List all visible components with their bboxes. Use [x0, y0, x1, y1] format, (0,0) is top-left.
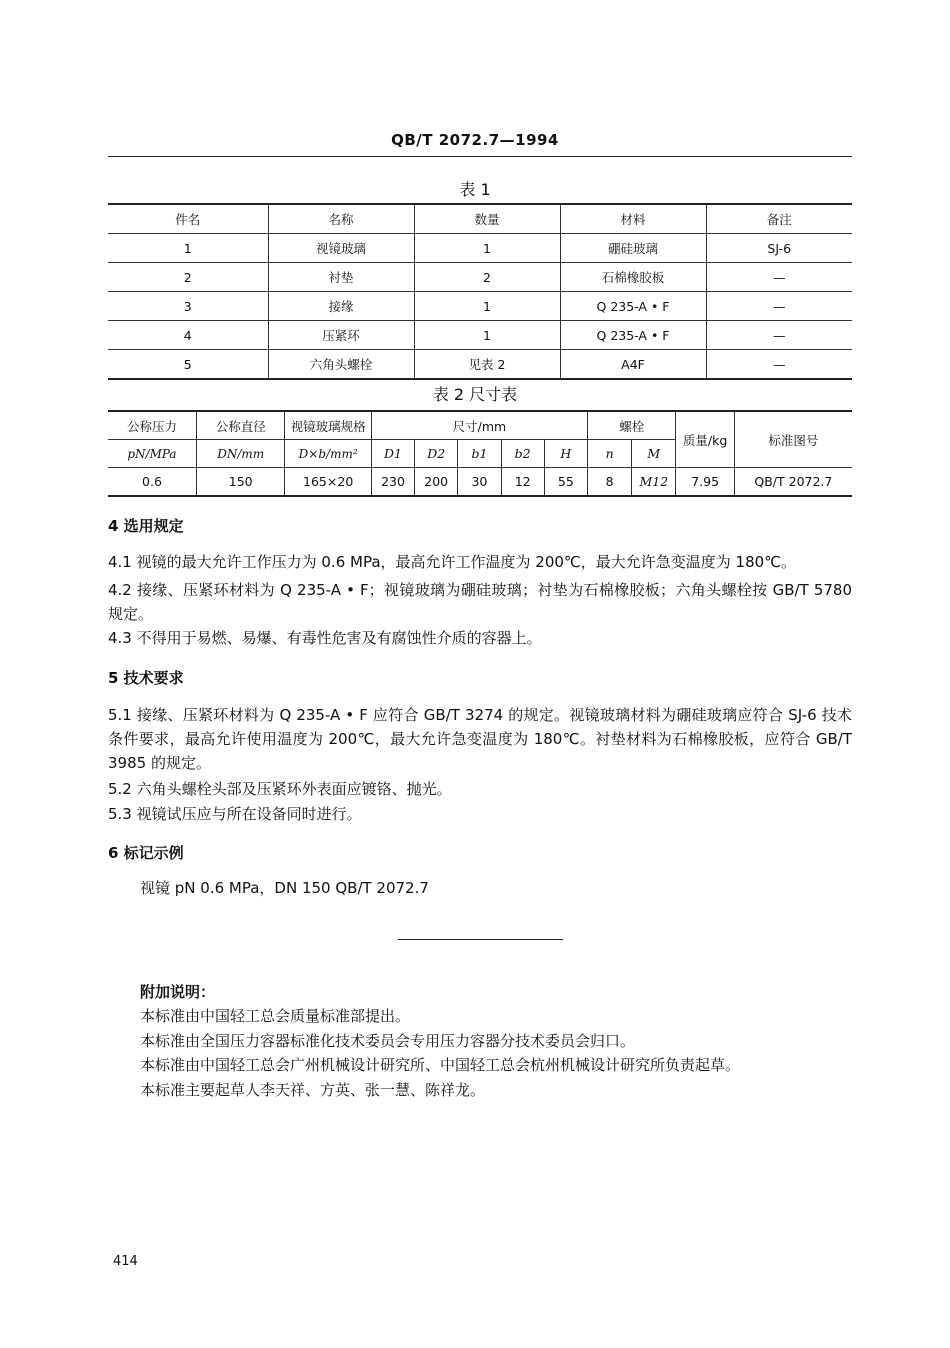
clause-5-2: 5.2 六角头螺栓头部及压紧环外表面应镀铬、抛光。	[108, 780, 452, 798]
table-cell: 硼硅玻璃	[560, 234, 706, 263]
table-row	[108, 263, 852, 292]
section-4-title: 4 选用规定	[108, 517, 184, 535]
clause-4-1: 4.1 视镜的最大允许工作压力为 0.6 MPa，最高允许工作温度为 200℃，最大允许急变温度为 180℃。	[108, 553, 797, 571]
table-cell: 5	[108, 350, 268, 380]
column-header: 数量	[414, 204, 560, 234]
table-cell: —	[706, 321, 852, 350]
table-cell: 12	[501, 468, 544, 497]
table-cell: 石棉橡胶板	[560, 263, 706, 292]
table-row	[108, 234, 852, 263]
table-cell: 1	[108, 234, 268, 263]
section-5-title: 5 技术要求	[108, 669, 184, 687]
section-6-title: 6 标记示例	[108, 844, 184, 862]
clause-5-3: 5.3 视镜试压应与所在设备同时进行。	[108, 805, 362, 823]
unit-cell: D×b/mm²	[285, 440, 371, 468]
bolt-header: 螺栓	[587, 411, 675, 440]
table-cell: SJ-6	[706, 234, 852, 263]
table-cell: —	[706, 350, 852, 380]
dimensions-header: 尺寸/mm	[371, 411, 587, 440]
clause-4-3: 4.3 不得用于易燃、易爆、有毒性危害及有腐蚀性介质的容器上。	[108, 629, 542, 647]
page-number: 414	[113, 1254, 138, 1269]
table-cell: 2	[414, 263, 560, 292]
table-cell: Q 235-A • F	[560, 321, 706, 350]
notes-title: 附加说明：	[140, 983, 216, 1001]
table-cell: M12	[632, 468, 676, 497]
column-header: 件名	[108, 204, 268, 234]
table-cell: 230	[371, 468, 414, 497]
table-row	[108, 292, 852, 321]
table1-caption: 表 1	[459, 180, 491, 199]
standard-drawing-header: 标准图号	[734, 411, 852, 468]
column-header: 备注	[706, 204, 852, 234]
table-cell: 150	[196, 468, 284, 497]
table-header-row	[108, 204, 852, 234]
table-cell: 200	[415, 468, 458, 497]
table-cell: 见表 2	[414, 350, 560, 380]
nominal-diameter-header: 公称直径	[196, 411, 284, 440]
table-row	[108, 350, 852, 380]
table2-caption: 表 2 尺寸表	[432, 385, 518, 404]
note-line: 本标准主要起草人李天祥、方英、张一慧、陈祥龙。	[140, 1081, 486, 1099]
table-cell: 1	[414, 292, 560, 321]
table-cell: 六角头螺栓	[268, 350, 414, 380]
table-cell: 0.6	[108, 468, 196, 497]
column-header: 名称	[268, 204, 414, 234]
table-cell: 8	[587, 468, 631, 497]
table-row	[108, 321, 852, 350]
table-cell: 1	[414, 234, 560, 263]
table-cell: 7.95	[676, 468, 734, 497]
table-header-row	[108, 411, 852, 440]
header-rule	[108, 156, 852, 157]
bolt-col-header: M	[632, 440, 676, 468]
table-cell: 165×20	[285, 468, 371, 497]
table-cell: A4F	[560, 350, 706, 380]
standard-code-header: QB/T 2072.7—1994	[391, 131, 559, 149]
column-header: 材料	[560, 204, 706, 234]
section-divider	[398, 939, 563, 940]
table-row	[108, 468, 852, 497]
note-line: 本标准由中国轻工总会广州机械设计研究所、中国轻工总会杭州机械设计研究所负责起草。	[140, 1056, 741, 1074]
marking-example: 视镜 pN 0.6 MPa，DN 150 QB/T 2072.7	[140, 879, 429, 897]
table-cell: 55	[544, 468, 587, 497]
table-cell: 1	[414, 321, 560, 350]
table-cell: 衬垫	[268, 263, 414, 292]
table-cell: 4	[108, 321, 268, 350]
clause-4-2: 4.2 接缘、压紧环材料为 Q 235-A • F；视镜玻璃为硼硅玻璃；衬垫为石棉橡胶板；六角头螺栓按 GB/T 5780 规定。	[108, 581, 852, 623]
dim-col-header: D2	[415, 440, 458, 468]
table-cell: QB/T 2072.7	[734, 468, 852, 497]
dimension-table	[108, 410, 852, 497]
table-cell: 接缘	[268, 292, 414, 321]
table-cell: —	[706, 263, 852, 292]
note-line: 本标准由全国压力容器标准化技术委员会专用压力容器分技术委员会归口。	[140, 1032, 636, 1050]
glass-spec-header: 视镜玻璃规格	[285, 411, 371, 440]
table-cell: 3	[108, 292, 268, 321]
table-cell: 视镜玻璃	[268, 234, 414, 263]
clause-5-1: 5.1 接缘、压紧环材料为 Q 235-A • F 应符合 GB/T 3274 的规定。视镜玻璃材料为硼硅玻璃应符合 SJ-6 技术条件要求，最高允许使用温度为 200℃，最大允许急变温度为 180℃。衬垫材料为石棉橡胶板，应符合 GB/T 3985 的规定。	[108, 706, 852, 772]
dim-col-header: b2	[501, 440, 544, 468]
bolt-col-header: n	[587, 440, 631, 468]
table-cell: 2	[108, 263, 268, 292]
dim-col-header: D1	[371, 440, 414, 468]
unit-cell: DN/mm	[196, 440, 284, 468]
table-cell: 压紧环	[268, 321, 414, 350]
nominal-pressure-header: 公称压力	[108, 411, 196, 440]
note-line: 本标准由中国轻工总会质量标准部提出。	[140, 1007, 411, 1025]
unit-cell: pN/MPa	[108, 440, 196, 468]
table-cell: —	[706, 292, 852, 321]
parts-table	[108, 203, 852, 380]
table-cell: Q 235-A • F	[560, 292, 706, 321]
dim-col-header: b1	[458, 440, 501, 468]
table-cell: 30	[458, 468, 501, 497]
mass-header: 质量/kg	[676, 411, 734, 468]
dim-col-header: H	[544, 440, 587, 468]
